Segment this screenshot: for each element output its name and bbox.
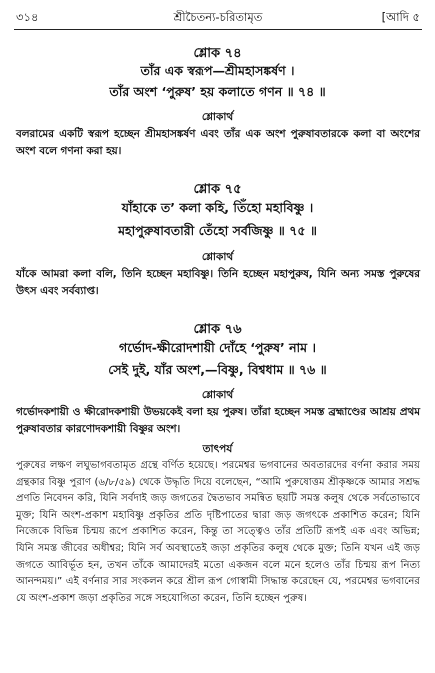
verse-74-translation: বলরামের একটি স্বরূপ হচ্ছেন শ্রীমহাসঙ্কর্ষণ এবং তাঁর এক অংশ পুরুষাবতারকে কলা বা অংশের অংশ বলে গণনা করা হয়। xyxy=(16,128,420,157)
purport-text: পুরুষের লক্ষণ লঘুভাগবতামৃত গ্রন্থে বর্ণিত হয়েছে। পরমেশ্বর ভগবানের অবতারদের বর্ণনা করার সময় গ্রন্থকার বিষ্ণু পুরাণ (৬/৮/৫৯) থেকে উদ্ধৃতি দিয়ে বলেছেন, “আমি পুরুষোত্তম শ্রীকৃষ্ণকে আমার সশ্রদ্ধ প্রণতি নিবেদন করি, যিনি সর্বদাই জড় জগতের দ্বৈতভাব সমন্বিত ছয়টি সমস্ত কলুষ থেকে সর্বতোভাবে মুক্ত; যিনি অংশ-প্রকাশ মহাবিষ্ণু প্রকৃতির প্রতি দৃষ্টিপাতের দ্বারা জড় জগৎকে প্রকাশিত করেন; যিনি নিজেকে বিভিন্ন চিন্ময় রূপে প্রকাশিত করেন, কিন্তু তা সত্ত্বেও তাঁর প্রতিটি রূপই এক এবং অভিন্ন; যিনি সমস্ত জীবের অধীশ্বর; যিনি সর্ব অবস্থাতেই জড়া প্রকৃতির কলুষ থেকে মুক্ত; তিনি যখন এই জড় জগতে আবির্ভূত হন, তখন তাঁকে আমাদেরই মতো একজন বলে মনে হলেও তাঁর চিন্ময় রূপ নিত্য আনন্দময়।” এই বর্ণনার সার সংকলন করে শ্রীল রূপ গোস্বামী সিদ্ধান্ত করেছেন যে, পরমেশ্বর ভগবানের যে অংশ-প্রকাশ জড়া প্রকৃতির সঙ্গে সহযোগিতা করেন, তিনি হচ্ছেন পুরুষ। xyxy=(16,460,420,604)
verse-76-heading: শ্লোক ৭৬ xyxy=(193,322,242,337)
page-header xyxy=(16,6,420,28)
verse-75-translation-label: শ্লোকার্থ xyxy=(201,251,234,263)
verse-75-translation: যাঁকে আমরা কলা বলি, তিনি হচ্ছেন মহাবিষ্ণু। তিনি হচ্ছেন মহাপুরুষ, যিনি অন্য সমস্ত পুরুষের উৎস এবং সর্বব্যাপ্ত। xyxy=(16,268,420,297)
verse-75-heading: শ্লোক ৭৫ xyxy=(193,182,242,197)
book-title: শ্রীচৈতন্য-চরিতামৃত xyxy=(173,10,263,24)
purport-label: তাৎপর্য xyxy=(202,443,233,455)
verse-74-heading: শ্লোক ৭৪ xyxy=(193,46,242,61)
header-rule xyxy=(14,29,422,30)
verse-74-line-1: তাঁর এক স্বরূপ—শ্রীমহাসঙ্কর্ষণ । xyxy=(140,63,295,78)
verse-74-translation-label: শ্লোকার্থ xyxy=(201,111,234,123)
chapter-label: [আদি ৫ xyxy=(381,10,420,24)
verse-75-line-2: মহাপুরুষাবতারী তেঁহো সর্বজিষ্ণু ॥ ৭৫ ॥ xyxy=(118,223,317,238)
verse-76-line-1: গর্ভোদ-ক্ষীরোদশায়ী দোঁহে ‘পুরুষ’ নাম । xyxy=(119,340,316,355)
verse-74-line-2: তাঁর অংশ ‘পুরুষ’ হয় কলাতে গণন ॥ ৭৪ ॥ xyxy=(109,84,326,99)
verse-75-line-1: যাঁহাকে ত’ কলা কহি, তিঁহো মহাবিষ্ণু । xyxy=(121,200,314,215)
verse-76-translation-label: শ্লোকার্থ xyxy=(201,389,234,401)
verse-76-line-2: সেই দুই, যাঁর অংশ,—বিষ্ণু, বিশ্বধাম ॥ ৭৬ ॥ xyxy=(108,362,327,377)
page-number: ৩১৪ xyxy=(16,10,39,24)
verse-76-translation: গর্ভোদকশায়ী ও ক্ষীরোদকশায়ী উভয়কেই বলা হয় পুরুষ। তাঁরা হচ্ছেন সমস্ত ব্রহ্মাণ্ডের আশ্রয় প্রথম পুরুষাবতার কারণোদকশায়ী বিষ্ণুর অংশ। xyxy=(16,406,420,435)
